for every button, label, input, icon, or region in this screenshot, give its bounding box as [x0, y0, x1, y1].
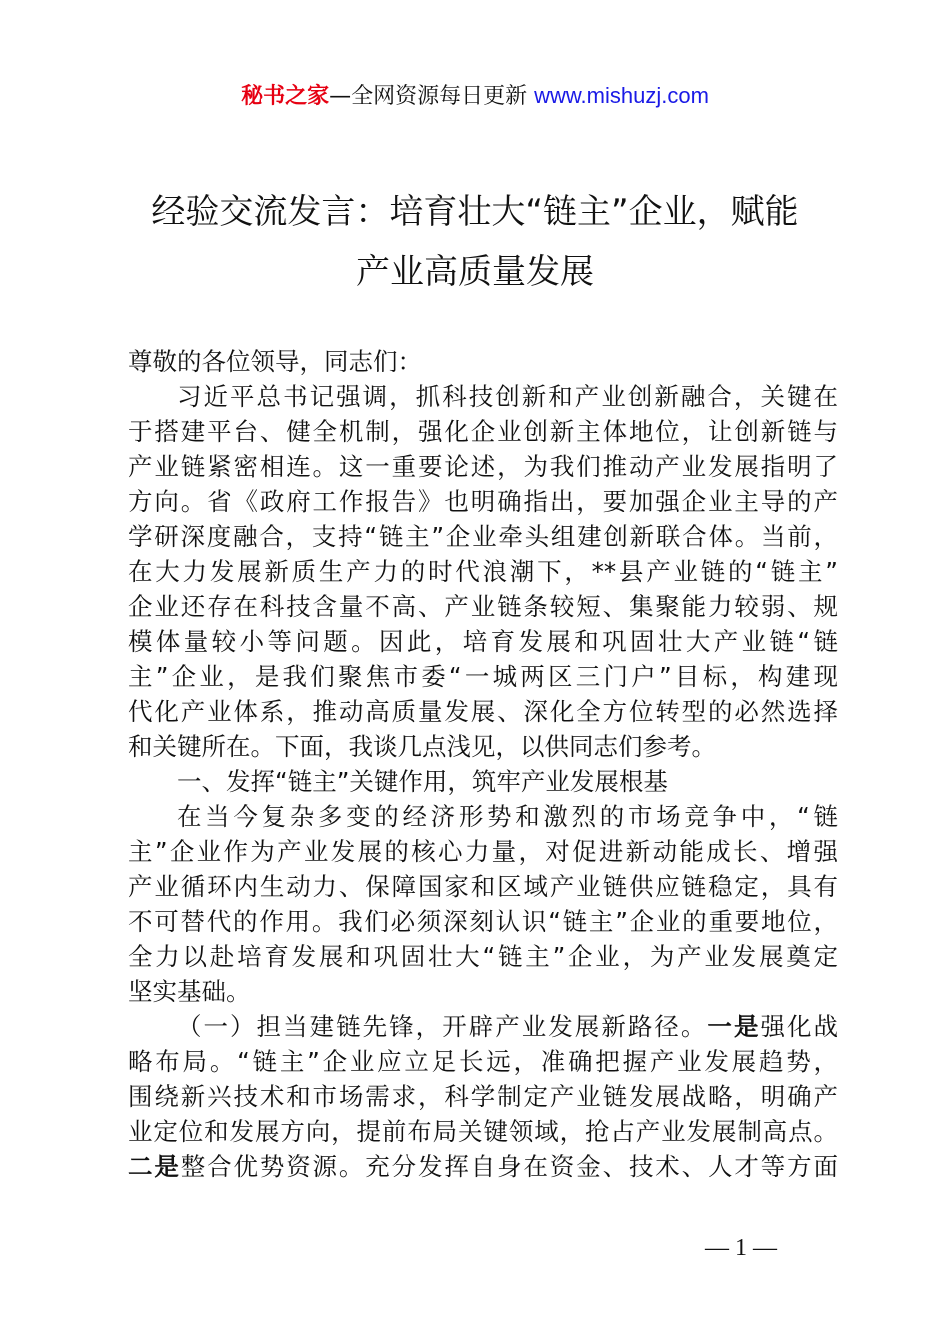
paragraph-3-line: 略布局。“链主”企业应立足长远，准确把握产业发展趋势，: [128, 1047, 838, 1076]
subsection-heading: （一）担当建链先锋，开辟产业发展新路径。: [177, 1012, 708, 1041]
section-1-heading: 一、发挥“链主”关键作用，筑牢产业发展根基: [177, 767, 668, 796]
paragraph-2-line: 在当今复杂多变的经济形势和激烈的市场竞争中，“链: [177, 802, 838, 831]
site-tagline: —全网资源每日更新: [329, 84, 535, 109]
point-text: 强化战: [760, 1012, 839, 1041]
site-brand: 秘书之家: [241, 84, 330, 109]
paragraph-2-line: 坚实基础。: [128, 977, 251, 1006]
paragraph-1-line: 习近平总书记强调，抓科技创新和产业创新融合，关键在: [177, 382, 838, 411]
paragraph-3-line: 围绕新兴技术和市场需求，科学制定产业链发展战略，明确产: [128, 1082, 838, 1111]
document-title: [0, 182, 950, 302]
paragraph-2-line: 全力以赴培育发展和巩固壮大“链主”企业，为产业发展奠定: [128, 942, 838, 971]
page-number: — 1 —: [705, 1235, 777, 1261]
paragraph-1-line: 模体量较小等问题。因此，培育发展和巩固壮大产业链“链: [128, 627, 838, 656]
point-text: 整合优势资源。充分发挥自身在资金、技术、人才等方面: [180, 1152, 839, 1181]
point-marker: 二是: [128, 1152, 181, 1181]
paragraph-1-line: 学研深度融合，支持“链主”企业牵头组建创新联合体。当前，: [128, 522, 838, 551]
salutation: 尊敬的各位领导，同志们：: [128, 347, 422, 376]
paragraph-3-line: [128, 1009, 838, 1044]
paragraph-1-line: 产业链紧密相连。这一重要论述，为我们推动产业发展指明了: [128, 452, 838, 481]
point-marker: 一是: [707, 1012, 761, 1041]
paragraph-1-line: 企业还存在科技含量不高、产业链条较短、集聚能力较弱、规: [128, 592, 838, 621]
paragraph-2-line: 产业循环内生动力、保障国家和区域产业链供应链稳定，具有: [128, 872, 838, 901]
paragraph-1-line: 主”企业，是我们聚焦市委“一城两区三门户”目标，构建现: [128, 662, 838, 691]
document-body: [128, 344, 838, 1184]
title-line-1: 经验交流发言：培育壮大“链主”企业，赋能: [151, 192, 799, 232]
paragraph-3-line: 业定位和发展方向，提前布局关键领域，抢占产业发展制高点。: [128, 1117, 838, 1146]
paragraph-1-line: 方向。省《政府工作报告》也明确指出，要加强企业主导的产: [128, 487, 838, 516]
title-line-2: 产业高质量发展: [356, 252, 594, 292]
site-url-link[interactable]: www.mishuzj.com: [534, 83, 709, 108]
paragraph-1-line: 于搭建平台、健全机制，强化企业创新主体地位，让创新链与: [128, 417, 838, 446]
paragraph-1-line: 和关键所在。下面，我谈几点浅见，以供同志们参考。: [128, 732, 716, 761]
paragraph-3-line: [128, 1149, 838, 1184]
site-header: [0, 80, 950, 113]
paragraph-2-line: 不可替代的作用。我们必须深刻认识“链主”企业的重要地位，: [128, 907, 838, 936]
paragraph-1-line: 代化产业体系，推动高质量发展、深化全方位转型的必然选择: [128, 697, 838, 726]
paragraph-2-line: 主”企业作为产业发展的核心力量，对促进新动能成长、增强: [128, 837, 838, 866]
paragraph-1-line: 在大力发展新质生产力的时代浪潮下，**县产业链的“链主”: [128, 557, 838, 586]
